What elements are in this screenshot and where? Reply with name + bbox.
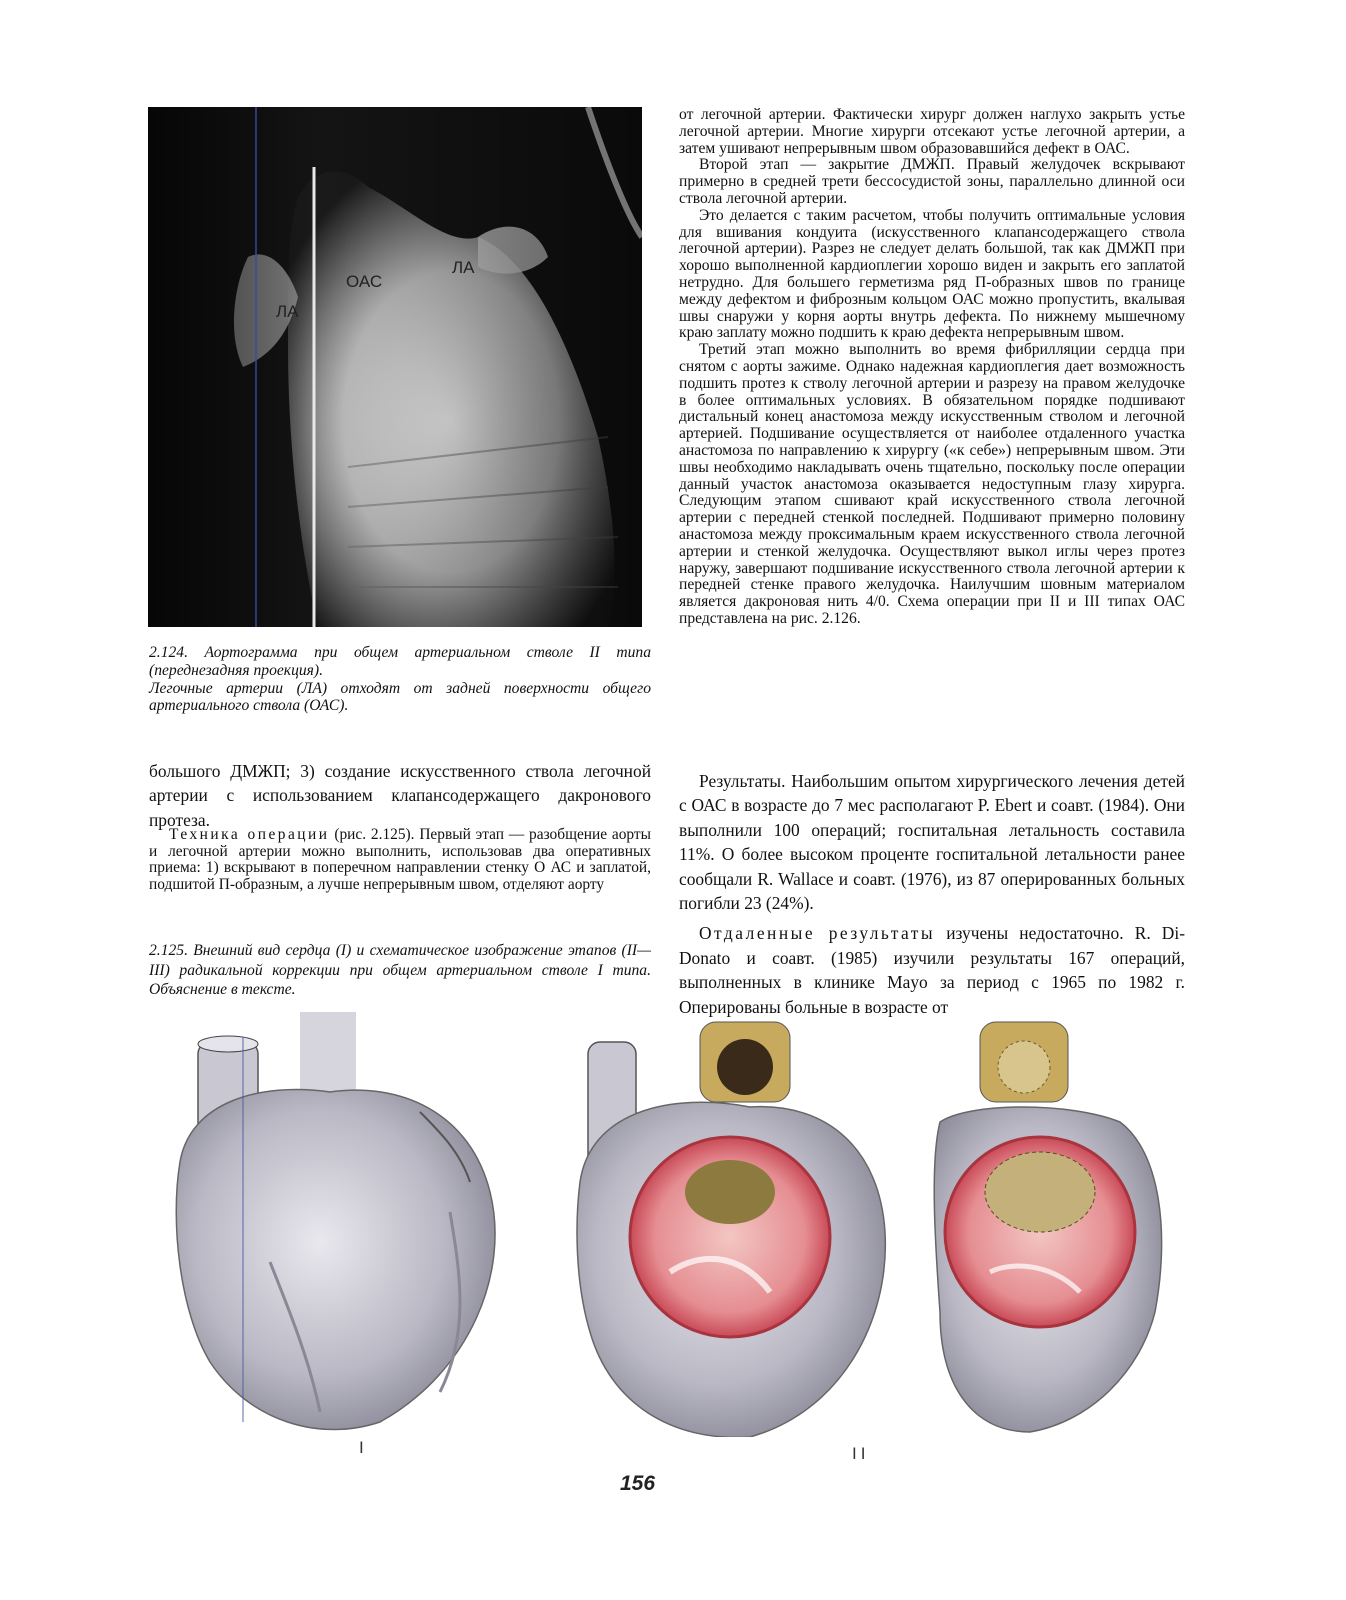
aortogram-drawing [148,107,642,627]
technique-body: (рис. 2.125). Первый этап — разобщение аорты и легочной артерии можно выполнить, использовав два оперативных приема: 1) вскрывают в поперечном направлении стенку О АС и заплатой, подшитой П-образным, а лучше непрерывным швом, отделяют аорту [149,826,651,893]
label-la-right: ЛА [452,258,475,277]
figure-label-1: I [359,1438,368,1457]
paragraph [679,921,1185,1019]
long-term-body: изучены недостаточно. R. Di-Donato и соавт. (1985) изучили результаты 167 операций, выполненных в клинике Mayo за период с 1965 по 1982 г. Оперированы больные в возрасте от [679,923,1185,1017]
results-heading: Результаты. [699,771,786,791]
aortogram-image [148,107,642,627]
heart-2 [577,1022,885,1437]
technique-heading: Техника операции [169,826,330,843]
figure-label-2: II [852,1444,870,1463]
paragraph [679,769,1185,915]
paragraph: от легочной артерии. Фактически хирург должен наглухо закрыть устье легочной артерии. Многие хирурги отсекают устье легочной артерии, а затем ушивают непрерывным швом образовавшийся дефект в ОАС. [679,106,1185,157]
figure-2-125-caption [149,941,651,1000]
figure-2-124-caption [149,644,651,715]
paragraph: Это делается с таким расчетом, чтобы получить оптимальные условия для вшивания кондуита (искусственного клапансодержащего ствола легочной артерии). Разрез не следует делать большой, так как ДМЖП при хорошо выполненной кардиоплегии хорошо виден и закрыть его заплатой нетрудно. Для большего герметизма ряд П-образных швов по границе между дефектом и фиброзным кольцом ОАС можно пропустить, вкалывая швы снаружи у корня аорты внутрь дефекта. По нижнему мышечному краю заплату можно подшить к краю дефекта непрерывным швом. [679,206,1185,342]
label-oac: ОАС [346,272,383,291]
caption-124-line2: Легочные артерии (ЛА) отходят от задней поверхности общего артериального ствола (ОАС). [149,679,651,715]
paragraph: большого ДМЖП; 3) создание искусственного ствола легочной артерии с использованием клапансодержащего дакронового протеза. [149,761,651,830]
label-la-left: ЛА [276,302,299,321]
heart-3 [934,1022,1161,1432]
technique-paragraph [149,827,651,893]
results-body: Наибольшим опытом хирургического лечения детей с ОАС в возрасте до 7 мес располагают P. Ebert и соавт. (1984). Они выполнили 100 операций; госпитальная летальность составила 11%. О более высоком проценте госпитальной летальности ранее сообщали R. Wallace и соавт. (1976), из 87 оперированных больных погибли 23 (24%). [679,771,1185,914]
heart-1 [176,1012,495,1430]
right-column-text [679,107,1185,628]
heart-drawings [150,1012,1210,1437]
paragraph [149,827,651,893]
left-lower-paragraph [149,759,651,832]
caption-125: 2.125. Внешний вид сердца (I) и схематическое изображение этапов (II—III) радикальной коррекции при общем артериальном стволе I типа. Объяснение в тексте. [149,942,651,998]
heart-illustrations [150,1012,1210,1437]
caption-124-line1: 2.124. Аортограмма при общем артериальном стволе II типа (переднезадняя проекция). [149,644,651,679]
page-number: 156 [620,1472,656,1495]
paragraph: Третий этап можно выполнить во время фибрилляции сердца при снятом с аорты зажиме. Однако надежная кардиоплегия дает возможность подшить протез к стволу легочной артерии и разрезу на правом желудочке в более оптимальных условиях. В обязательном порядке подшивают дистальный конец анастомоза между искусственным стволом и легочной артерией. Подшивание осуществляется от наиболее отдаленного участка анастомоза по направлению к хирургу («к себе») непрерывным швом. Эти швы необходимо накладывать очень тщательно, поскольку после операции данный участок анастомоза оказывается недоступным глазу хирурга. Следующим этапом сшивают край искусственного ствола легочной артерии с передней стенкой последней. Подшивают примерно половину анастомоза между проксимальным краем искусственного ствола легочной артерии и стенкой желудочка. Осуществляют выкол иглы через протез наружу, завершают подшивание искусственного ствола легочной артерии к передней стенке правого желудочка. Наилучшим шовным материалом является дакроновая нить 4/0. Схема операции при II и III типах ОАС представлена на рис. 2.126. [679,341,1185,627]
paragraph: Второй этап — закрытие ДМЖП. Правый желудочек вскрывают примерно в средней трети бессосудистой зоны, параллельно длинной оси ствола легочной артерии. [679,156,1185,207]
right-lower-text [679,769,1185,1019]
long-term-heading: Отдаленные результаты [699,923,936,944]
